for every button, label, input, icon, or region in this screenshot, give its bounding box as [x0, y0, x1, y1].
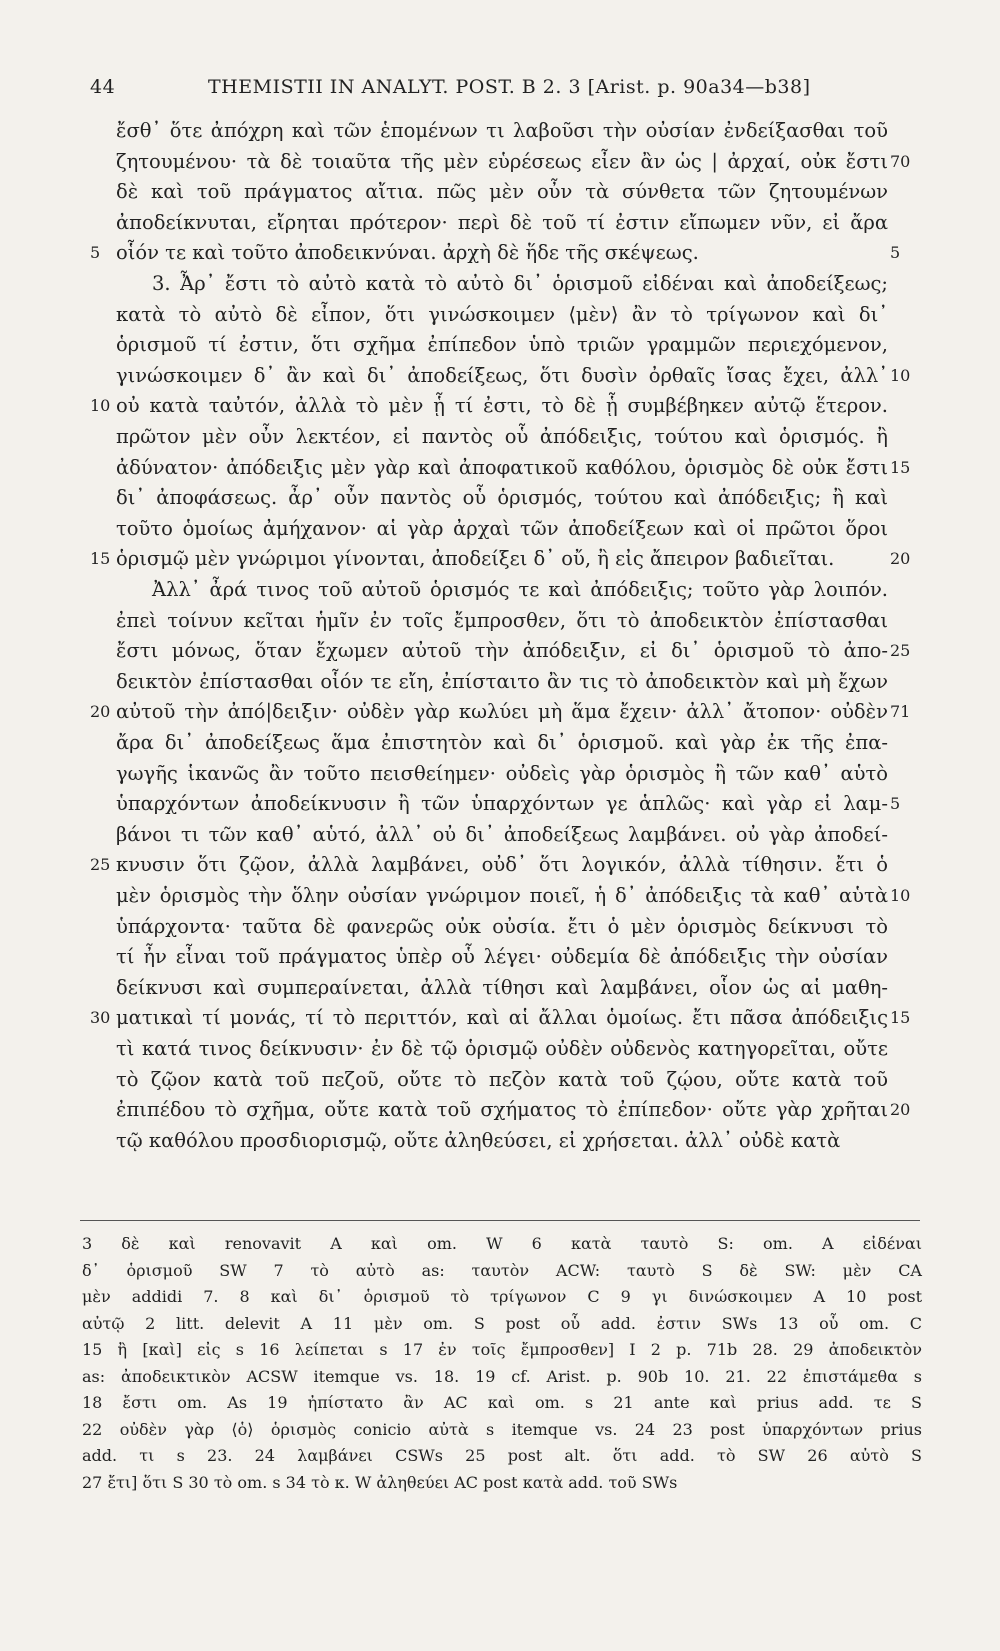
text-line: τί ἦν εἶναι τοῦ πράγματος ὑπὲρ οὗ λέγει· οὐδεμία δὲ ἀπόδειξις τὴν οὐσίαν — [116, 945, 888, 969]
text-line: ἐπιπέδου τὸ σχῆμα, οὔτε κατὰ τοῦ σχήματος τὸ ἐπίπεδον· οὔτε γὰρ χρῆται — [116, 1098, 888, 1122]
line-number: 5 — [90, 243, 101, 263]
footnote-divider — [80, 1220, 920, 1221]
text-line: οὐ κατὰ ταὐτόν, ἀλλὰ τὸ μὲν ᾗ τί ἐστι, τὸ δὲ ᾗ συμβέβηκεν αὐτῷ ἕτερον. — [116, 394, 888, 418]
bekker-number: 10 — [890, 365, 911, 385]
apparatus-line: δ᾽ ὁρισμοῦ SW 7 τὸ αὐτὸ as: ταυτὸν ACW: ταυτὸ S δὲ SW: μὲν CA — [82, 1260, 922, 1280]
apparatus-line: 3 δὲ καὶ renovavit A καὶ om. W 6 κατὰ ταυτὸ S: om. A εἰδέναι — [82, 1234, 922, 1253]
text-line: τῷ καθόλου προσδιορισμῷ, οὔτε ἀληθεύσει, εἰ χρήσεται. ἀλλ᾽ οὐδὲ κατὰ — [116, 1128, 841, 1152]
text-line: κνυσιν ὅτι ζῷον, ἀλλὰ λαμβάνει, οὐδ᾽ ὅτι λογικόν, ἀλλὰ τίθησιν. ἔτι ὁ — [116, 853, 888, 877]
bekker-number: 71 — [890, 702, 911, 722]
text-line: τοῦτο ὁμοίως ἀμήχανον· αἱ γὰρ ἀρχαὶ τῶν ἀποδείξεων καὶ οἱ πρῶτοι ὅροι — [116, 516, 888, 540]
bekker-number: 25 — [890, 641, 911, 661]
page-number: 44 — [90, 76, 116, 98]
text-line: δὲ καὶ τοῦ πράγματος αἴτια. πῶς μὲν οὖν τὰ σύνθετα τῶν ζητουμένων — [116, 180, 888, 204]
bekker-number: 20 — [890, 549, 911, 569]
text-line: 3. Ἆρ᾽ ἔστι τὸ αὐτὸ κατὰ τὸ αὐτὸ δι᾽ ὁρισμοῦ εἰδέναι καὶ ἀποδείξεως; — [152, 272, 888, 295]
text-line: ὁρισμοῦ τί ἐστιν, ὅτι σχῆμα ἐπίπεδον ὑπὸ τριῶν γραμμῶν περιεχόμενον, — [116, 333, 888, 357]
apparatus-line: αὐτῷ 2 litt. delevit A 11 μὲν om. S post οὗ add. ἐστιν SWs 13 οὗ om. C — [82, 1313, 923, 1333]
text-line: Ἀλλ᾽ ἆρά τινος τοῦ αὐτοῦ ὁρισμός τε καὶ ἀπόδειξις; τοῦτο γὰρ λοιπόν. — [152, 578, 888, 601]
line-number: 20 — [90, 702, 111, 722]
apparatus-line: 15 ἢ [καὶ] εἰς s 16 λείπεται s 17 ἐν τοῖς ἔμπροσθεν] I 2 p. 71b 28. 29 ἀποδεικτὸν — [82, 1340, 922, 1359]
text-line: γινώσκοιμεν δ᾽ ἂν καὶ δι᾽ ἀποδείξεως, ὅτι δυσὶν ὀρθαῖς ἴσας ἔχει, ἀλλ᾽ — [116, 363, 888, 387]
text-line: ὁρισμῷ μὲν γνώριμοι γίνονται, ἀποδείξει δ᾽ οὔ, ἢ εἰς ἄπειρον βαδιεῖται. — [116, 547, 835, 571]
text-line: ἀποδείκνυται, εἴρηται πρότερον· περὶ δὲ τοῦ τί ἐστιν εἴπωμεν νῦν, εἰ ἄρα — [116, 210, 888, 234]
apparatus-line: 22 οὐδὲν γὰρ ⟨ὁ⟩ ὁρισμὸς conicio αὐτὰ s itemque vs. 24 23 post ὑπαρχόντων prius — [82, 1419, 922, 1439]
text-line: ἀδύνατον· ἀπόδειξις μὲν γὰρ καὶ ἀποφατικοῦ καθόλου, ὁρισμὸς δὲ οὐκ ἔστι — [116, 455, 888, 479]
apparatus-line: 27 ἔτι] ὅτι S 30 τὸ om. s 34 τὸ κ. W ἀληθεύει AC post κατὰ add. τοῦ SWs — [82, 1472, 678, 1492]
bekker-number: 15 — [890, 1008, 911, 1028]
bekker-number: 5 — [890, 243, 901, 263]
text-line: ματικαὶ τί μονάς, τί τὸ περιττόν, καὶ αἱ ἄλλαι ὁμοίως. ἔτι πᾶσα ἀπόδειξις — [116, 1006, 888, 1030]
running-title: THEMISTII IN ANALYT. POST. B 2. 3 [Arist. p. 90a34—b38] — [208, 76, 811, 98]
line-number: 30 — [90, 1008, 111, 1028]
text-line: ἔσθ᾽ ὅτε ἀπόχρη καὶ τῶν ἑπομένων τι λαβοῦσι τὴν οὐσίαν ἐνδείξασθαι τοῦ — [116, 119, 888, 142]
text-line: κατὰ τὸ αὐτὸ δὲ εἶπον, ὅτι γινώσκοιμεν ⟨μὲν⟩ ἂν τὸ τρίγωνον καὶ δι᾽ — [116, 302, 888, 326]
apparatus-line: 18 ἔστι om. As 19 ἠπίστατο ἂν AC καὶ om. s 21 ante καὶ prius add. τε S — [82, 1393, 923, 1412]
text-line: μὲν ὁρισμὸς τὴν ὅλην οὐσίαν γνώριμον ποιεῖ, ἡ δ᾽ ἀπόδειξις τὰ καθ᾽ αὑτὰ — [116, 884, 888, 907]
bekker-number: 15 — [890, 457, 911, 477]
text-line: ὑπάρχοντα· ταῦτα δὲ φανερῶς οὐκ οὐσία. ἔτι ὁ μὲν ὁρισμὸς δείκνυσι τὸ — [116, 914, 888, 938]
bekker-number: 70 — [890, 151, 911, 171]
apparatus-line: add. τι s 23. 24 λαμβάνει CSWs 25 post alt. ὅτι add. τὸ SW 26 αὐτὸ S — [82, 1446, 922, 1465]
text-line: ὑπαρχόντων ἀποδείκνυσιν ἢ τῶν ὑπαρχόντων γε ἁπλῶς· καὶ γὰρ εἰ λαμ- — [116, 792, 888, 816]
text-line: βάνοι τι τῶν καθ᾽ αὑτό, ἀλλ᾽ οὐ δι᾽ ἀποδείξεως λαμβάνει. οὐ γὰρ ἀποδεί- — [116, 822, 888, 846]
text-line: ἔστι μόνως, ὅταν ἔχωμεν αὐτοῦ τὴν ἀπόδειξιν, εἰ δι᾽ ὁρισμοῦ τὸ ἀπο- — [116, 639, 888, 663]
bekker-number: 10 — [890, 886, 911, 905]
text-line: ἐπεὶ τοίνυν κεῖται ἡμῖν ἐν τοῖς ἔμπροσθεν, ὅτι τὸ ἀποδεικτὸν ἐπίστασθαι — [116, 608, 888, 632]
apparatus-line: μὲν addidi 7. 8 καὶ δι᾽ ὁρισμοῦ τὸ τρίγωνον C 9 γι δινώσκοιμεν A 10 post — [82, 1287, 922, 1306]
text-line: τὸ ζῷον κατὰ τοῦ πεζοῦ, οὔτε τὸ πεζὸν κατὰ τοῦ ζῴου, οὔτε κατὰ τοῦ — [116, 1067, 888, 1091]
line-number: 15 — [90, 549, 111, 569]
bekker-number: 20 — [890, 1100, 911, 1120]
text-line: δείκνυσι καὶ συμπεραίνεται, ἀλλὰ τίθησι καὶ λαμβάνει, οἷον ὡς αἱ μαθη- — [116, 975, 888, 999]
text-line: ζητουμένου· τὰ δὲ τοιαῦτα τῆς μὲν εὑρέσεως εἶεν ἂν ὡς | ἀρχαί, οὐκ ἔστι — [116, 149, 888, 173]
text-line: τὶ κατά τινος δείκνυσιν· ἐν δὲ τῷ ὁρισμῷ οὐδὲν οὐδενὸς κατηγορεῖται, οὔτε — [116, 1037, 888, 1060]
text-line: αὐτοῦ τὴν ἀπό|δειξιν· οὐδὲν γὰρ κωλύει μὴ ἅμα ἔχειν· ἀλλ᾽ ἄτοπον· οὐδὲν — [116, 700, 888, 724]
text-line: γωγῆς ἱκανῶς ἂν τοῦτο πεισθείημεν· οὐδεὶς γὰρ ὁρισμὸς ἢ τῶν καθ᾽ αὑτὸ — [116, 761, 888, 785]
text-line: δι᾽ ἀποφάσεως. ἆρ᾽ οὖν παντὸς οὗ ὁρισμός, τούτου καὶ ἀπόδειξις; ἢ καὶ — [116, 486, 888, 510]
text-line: δεικτὸν ἐπίστασθαι οἷόν τε εἴη, ἐπίσταιτο ἂν τις τὸ ἀποδεικτὸν καὶ μὴ ἔχων — [116, 669, 888, 693]
page-header — [90, 76, 920, 106]
bekker-number: 5 — [890, 794, 901, 814]
apparatus-line: as: ἀποδεικτικὸν ACSW itemque vs. 18. 19 cf. Arist. p. 90b 10. 21. 22 ἐπιστάμεθα s — [82, 1366, 922, 1386]
text-line: ἄρα δι᾽ ἀποδείξεως ἅμα ἐπιστητὸν καὶ δι᾽ ὁρισμοῦ. καὶ γὰρ ἐκ τῆς ἐπα- — [116, 731, 888, 754]
text-line: πρῶτον μὲν οὖν λεκτέον, εἰ παντὸς οὗ ἀπόδειξις, τούτου καὶ ὁρισμός. ἢ — [116, 425, 888, 448]
line-number: 25 — [90, 855, 111, 875]
line-number: 10 — [90, 396, 111, 416]
text-line: οἷόν τε καὶ τοῦτο ἀποδεικνύναι. ἀρχὴ δὲ ἥδε τῆς σκέψεως. — [116, 241, 699, 265]
